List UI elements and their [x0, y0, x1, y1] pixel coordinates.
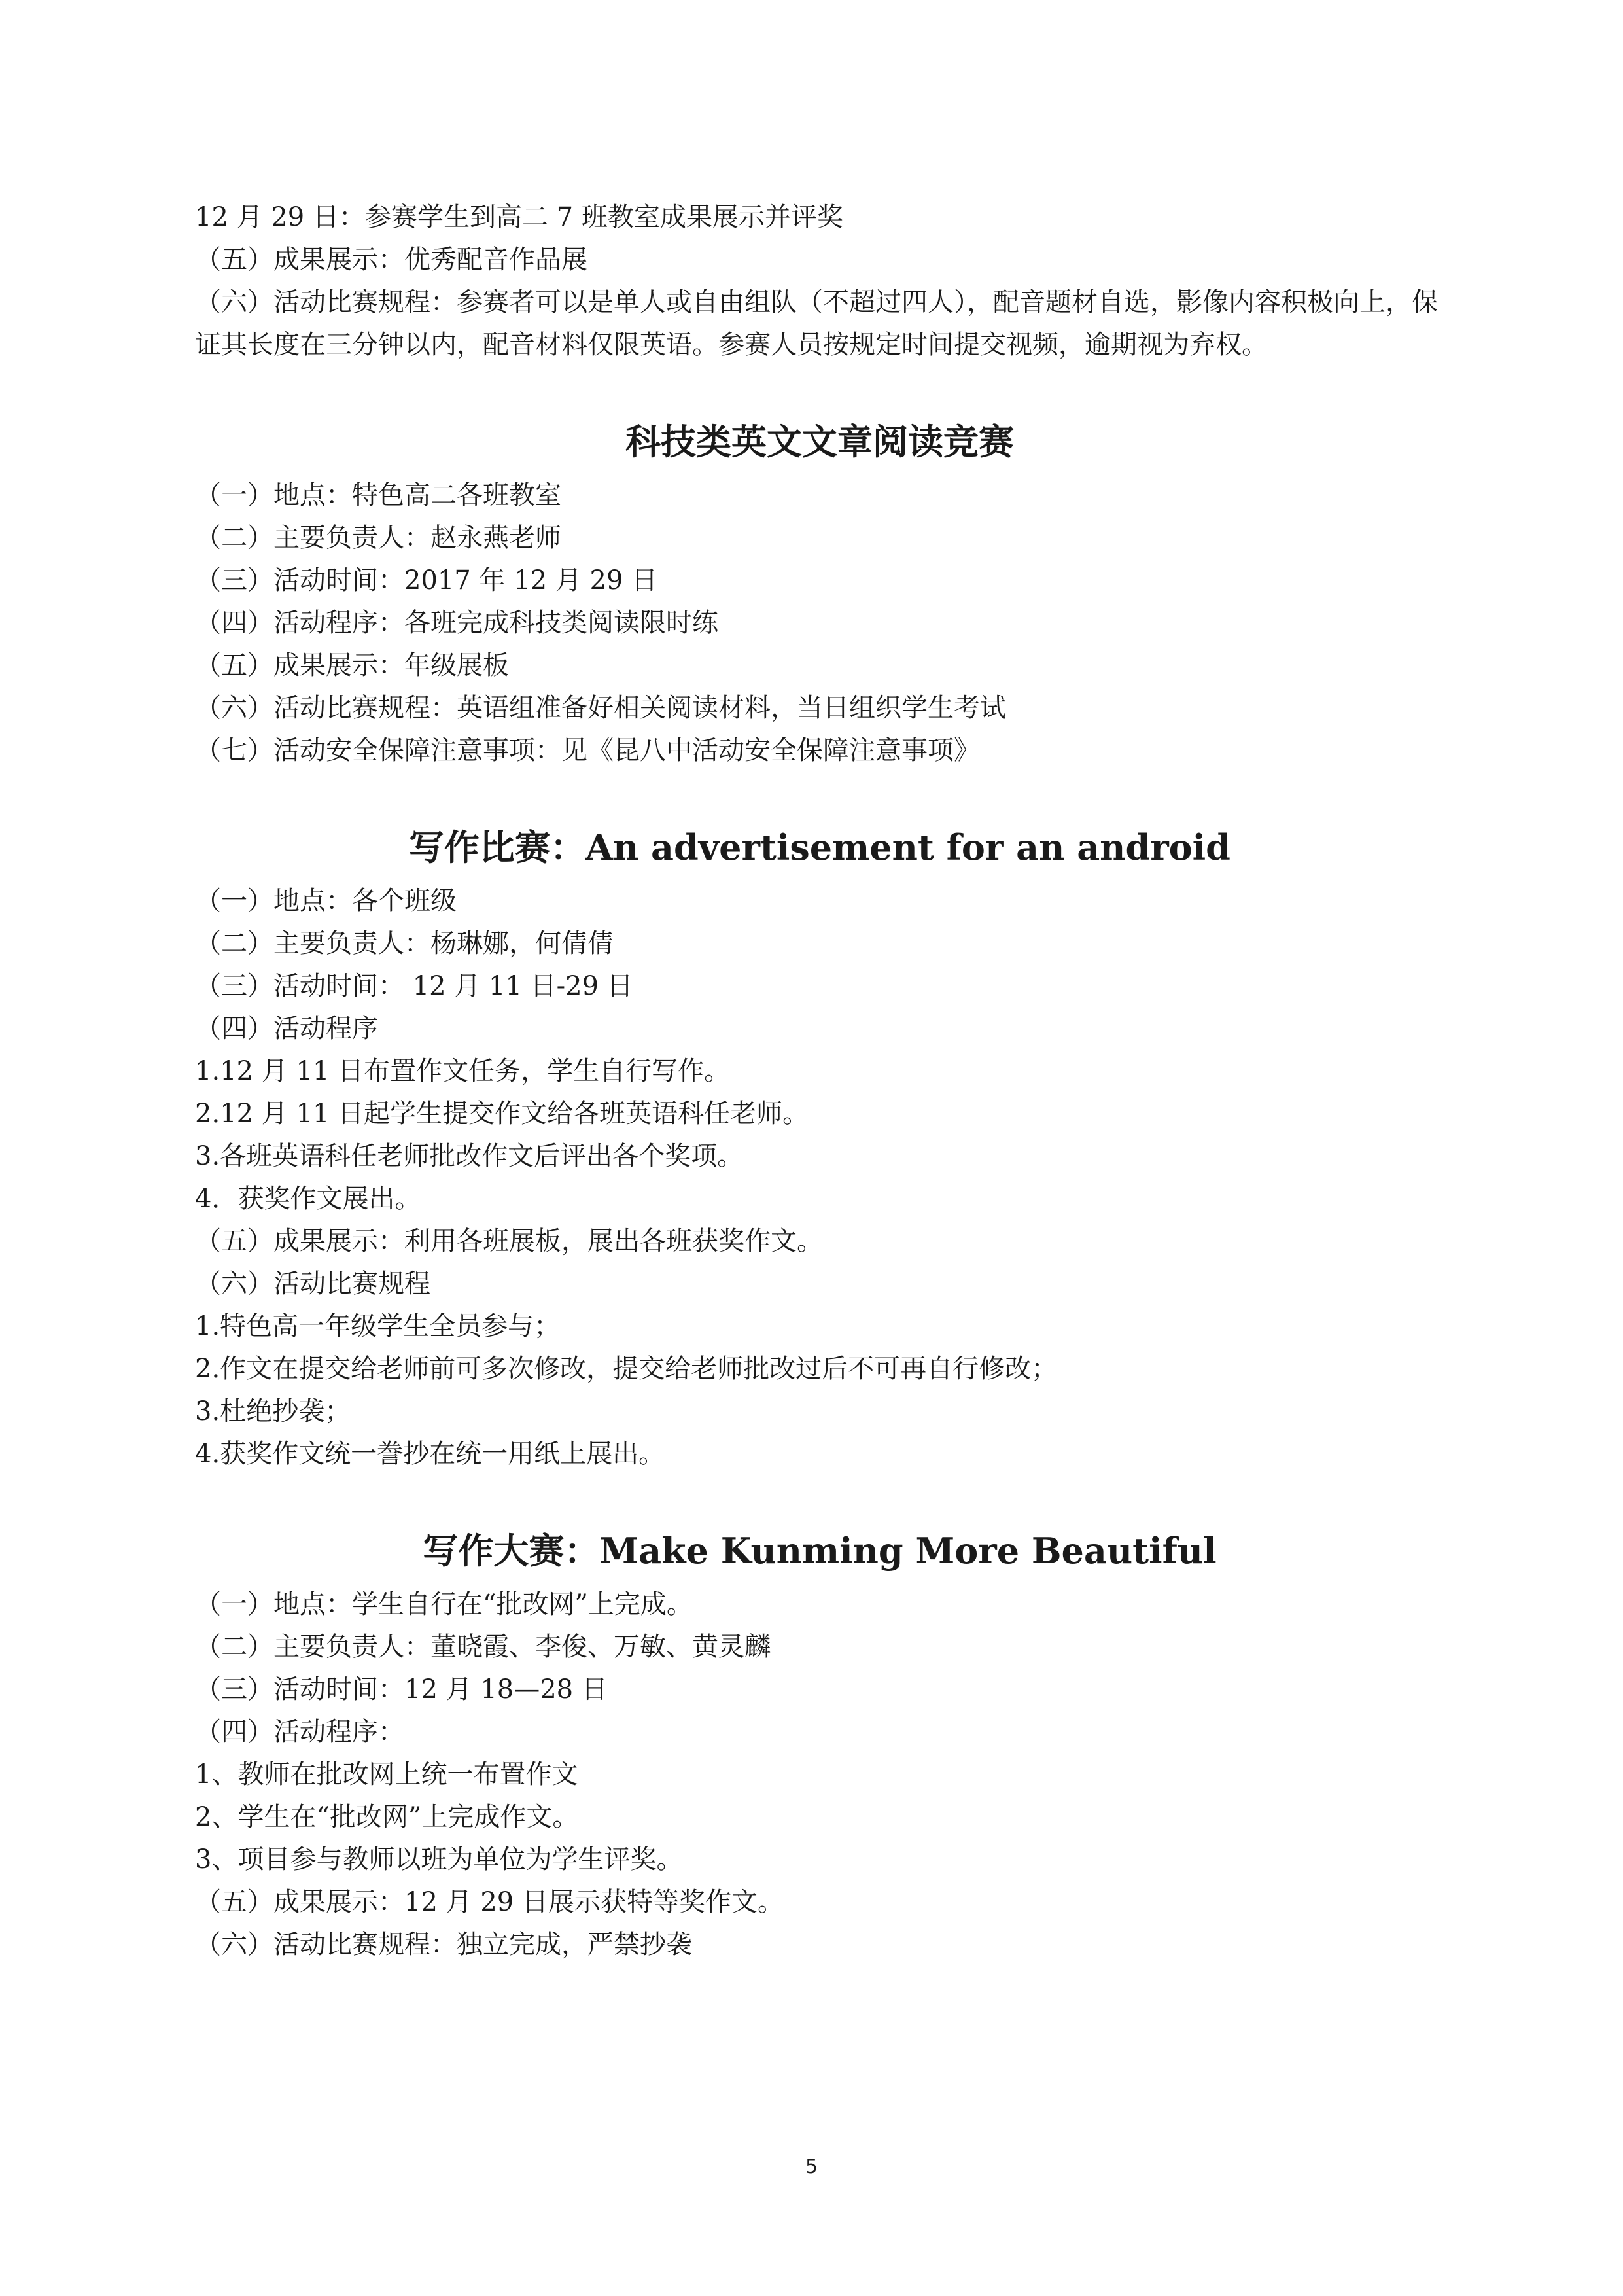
section-heading: 写作比赛：An advertisement for an android	[409, 826, 1230, 868]
section-line: 1、教师在批改网上统一布置作文	[195, 1759, 578, 1790]
section-heading: 写作大赛：Make Kunming More Beautiful	[423, 1530, 1217, 1572]
spacer	[195, 772, 1444, 821]
section-line: 3.各班英语科任老师批改作文后评出各个奖项。	[195, 1141, 744, 1171]
section-line: （六）活动比赛规程：英语组准备好相关阅读材料，当日组织学生考试	[195, 693, 1006, 723]
spacer	[195, 366, 1444, 415]
section-line: （一）地点：特色高二各班教室	[195, 480, 561, 510]
section-heading: 科技类英文文章阅读竞赛	[625, 421, 1014, 463]
section-line: （一）地点：学生自行在“批改网”上完成。	[195, 1589, 693, 1619]
section-line: 1.特色高一年级学生全员参与；	[195, 1311, 561, 1341]
section-line: （三）活动时间：12 月 18—28 日	[195, 1674, 608, 1704]
intro-line: （五）成果展示：优秀配音作品展	[195, 245, 587, 275]
section-line: （二）主要负责人：董晓霞、李俊、万敏、黄灵麟	[195, 1632, 771, 1662]
spacer	[195, 874, 1444, 880]
section-line: （三）活动时间： 12 月 11 日-29 日	[195, 971, 633, 1001]
section-line: （六）活动比赛规程	[195, 1269, 430, 1299]
page-number: 5	[805, 2155, 818, 2178]
section-line: （六）活动比赛规程：独立完成，严禁抄袭	[195, 1930, 692, 1960]
section-line: 2.作文在提交给老师前可多次修改，提交给老师批改过后不可再自行修改；	[195, 1354, 1058, 1384]
section-line: 4.获奖作文统一誊抄在统一用纸上展出。	[195, 1439, 665, 1469]
section-line: 3.杜绝抄袭；	[195, 1396, 351, 1426]
section-line: 4．获奖作文展出。	[195, 1184, 421, 1214]
section-line: （四）活动程序	[195, 1014, 378, 1044]
section-body	[195, 1583, 1444, 1966]
spacer	[195, 1475, 1444, 1525]
section-line: （七）活动安全保障注意事项：见《昆八中活动安全保障注意事项》	[195, 735, 980, 766]
section-line: （二）主要负责人：赵永燕老师	[195, 523, 561, 553]
section-line: （五）成果展示：年级展板	[195, 650, 509, 680]
section-line: （五）成果展示：12 月 29 日展示获特等奖作文。	[195, 1887, 784, 1917]
intro-line: 12 月 29 日：参赛学生到高二 7 班教室成果展示并评奖	[195, 202, 843, 232]
section-line: （五）成果展示：利用各班展板，展出各班获奖作文。	[195, 1226, 823, 1256]
section-line: （三）活动时间：2017 年 12 月 29 日	[195, 565, 658, 595]
intro-rules-paragraph: （六）活动比赛规程：参赛者可以是单人或自由组队（不超过四人），配音题材自选，影像内容积极向上，保证其长度在三分钟以内，配音材料仅限英语。参赛人员按规定时间提交视频，逾期视为弃权。	[195, 287, 1438, 360]
spacer	[195, 468, 1444, 474]
section-line: 1.12 月 11 日布置作文任务，学生自行写作。	[195, 1056, 731, 1086]
spacer	[195, 1577, 1444, 1583]
section-line: 2、学生在“批改网”上完成作文。	[195, 1802, 579, 1832]
section-line: （一）地点：各个班级	[195, 886, 457, 916]
document-body	[195, 196, 1444, 1966]
intro-block	[195, 196, 1444, 366]
section-body	[195, 474, 1444, 772]
section-line: （四）活动程序：	[195, 1717, 404, 1747]
section-line: （四）活动程序：各班完成科技类阅读限时练	[195, 608, 718, 638]
section-body	[195, 880, 1444, 1475]
section-line: （二）主要负责人：杨琳娜，何倩倩	[195, 928, 614, 959]
section-line: 3、项目参与教师以班为单位为学生评奖。	[195, 1845, 683, 1875]
section-line: 2.12 月 11 日起学生提交作文给各班英语科任老师。	[195, 1099, 809, 1129]
